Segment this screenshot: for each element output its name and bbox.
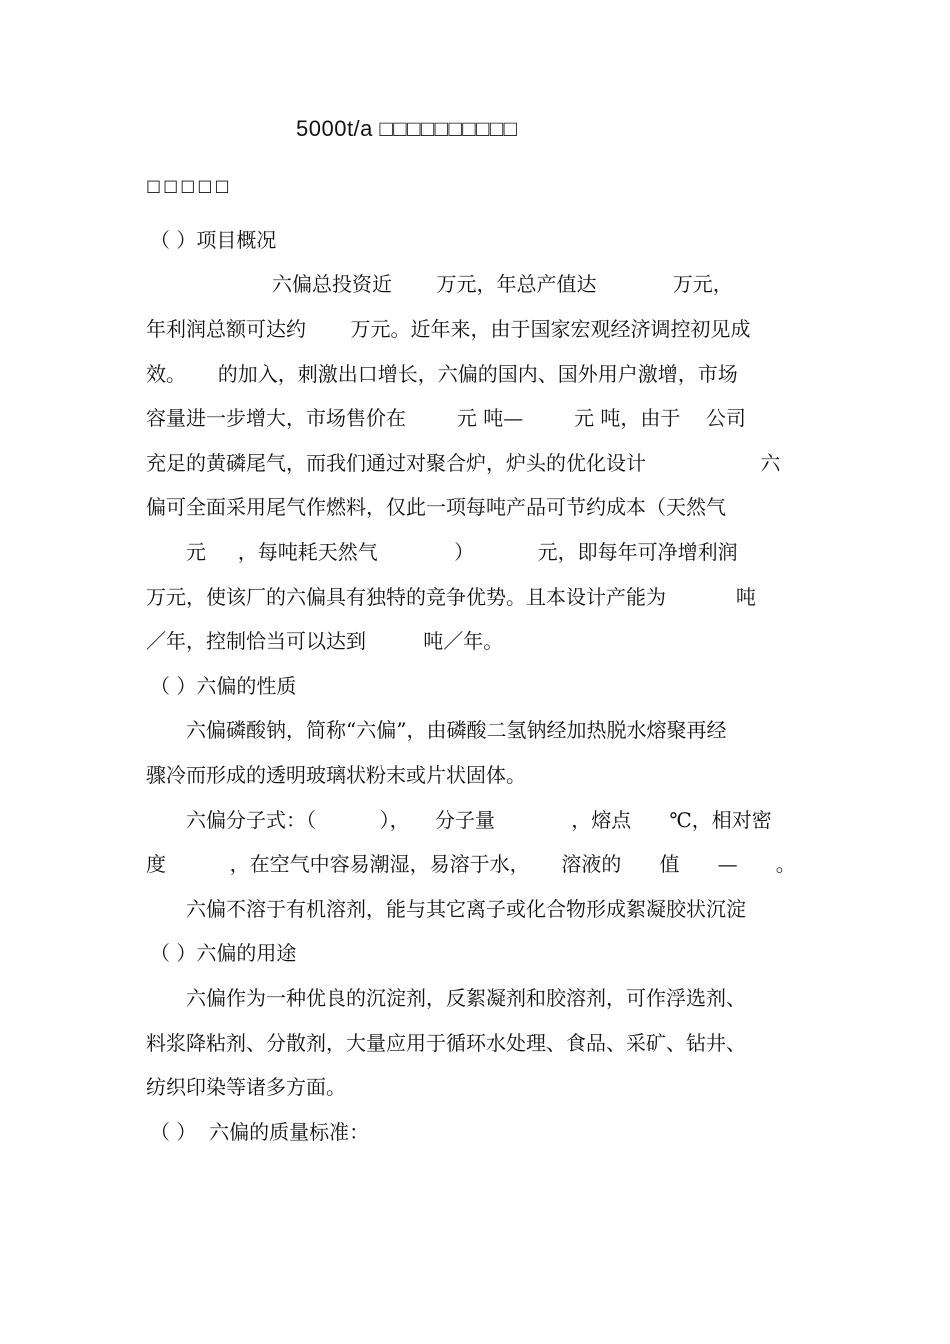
subsection-heading-uses: （ ）六偏的用途 — [150, 941, 297, 965]
paragraph-line: 偏可全面采用尾气作燃料，仅此一项每吨产品可节约成本（天然气 — [146, 495, 726, 519]
paragraph-line: 六偏分子式：（ ）， 分子量 ，熔点 ℃，相对密 — [186, 808, 772, 832]
paragraph-line: 年利润总额可达约 万元。近年来，由于国家宏观经济调控初见成 — [146, 317, 751, 341]
paragraph-line: 度 ，在空气中容易潮湿，易溶于水， 溶液的 值 — 。 — [146, 852, 796, 876]
paragraph-line: 充足的黄磷尾气，而我们通过对聚合炉，炉头的优化设计 六 — [146, 451, 781, 475]
subsection-heading-quality: （ ） 六偏的质量标准： — [150, 1120, 370, 1144]
paragraph-line: 六偏磷酸钠，简称“六偏”，由磷酸二氢钠经加热脱水熔聚再经 — [186, 718, 727, 742]
document-title: 5000t/a □□□□□□□□□□ — [296, 116, 518, 141]
paragraph-line: ／年，控制恰当可以达到 吨／年。 — [146, 629, 504, 653]
paragraph-line: 元 ，每吨耗天然气 ） 元，即每年可净增利润 — [186, 540, 738, 564]
paragraph-line: 六偏不溶于有机溶剂，能与其它离子或化合物形成絮凝胶状沉淀 — [186, 897, 746, 921]
section-heading: □□□□□ — [146, 176, 232, 195]
paragraph-line: 六偏总投资近 万元，年总产值达 万元， — [272, 272, 733, 296]
subsection-heading-overview: （ ）项目概况 — [150, 228, 277, 252]
paragraph-line: 骤冷而形成的透明玻璃状粉末或片状固体。 — [146, 763, 526, 787]
paragraph-line: 六偏作为一种优良的沉淀剂，反絮凝剂和胶溶剂，可作浮选剂、 — [186, 986, 746, 1010]
paragraph-line: 料浆降粘剂、分散剂，大量应用于循环水处理、食品、采矿、钻井、 — [146, 1031, 746, 1055]
paragraph-line: 万元，使该厂的六偏具有独特的竞争优势。且本设计产能为 吨 — [146, 585, 756, 609]
subsection-heading-properties: （ ）六偏的性质 — [150, 674, 297, 698]
paragraph-line: 纺织印染等诸多方面。 — [146, 1075, 346, 1099]
paragraph-line: 效。 的加入，刺激出口增长，六偏的国内、国外用户激增，市场 — [146, 362, 738, 386]
paragraph-line: 容量进一步增大，市场售价在 元 吨— 元 吨，由于 公司 — [146, 406, 746, 430]
